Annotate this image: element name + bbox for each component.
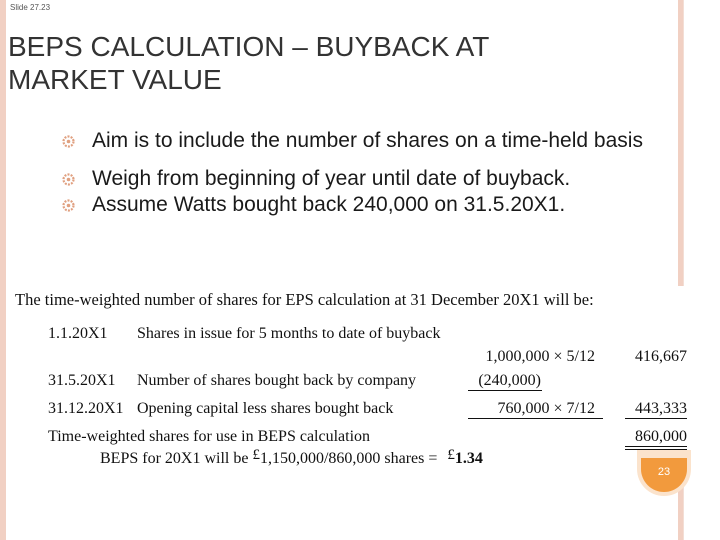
page-number-badge: 23 <box>641 458 687 492</box>
row-date: 1.1.20X1 <box>48 325 108 342</box>
total-label: Time-weighted shares for use in BEPS calculation <box>48 428 371 445</box>
row-amount: 443,333 <box>635 400 687 417</box>
gear-bullet-icon <box>62 135 75 148</box>
bullet-text: Aim is to include the number of shares on a time-held basis <box>92 129 643 152</box>
gear-bullet-icon <box>62 173 75 186</box>
underline <box>625 418 687 419</box>
gear-bullet-icon <box>62 199 75 212</box>
left-border-rail <box>0 0 6 540</box>
total-value: 860,000 <box>635 428 687 445</box>
row-date: 31.5.20X1 <box>48 372 116 389</box>
row-calculation: 1,000,000 × 5/12 <box>485 348 595 365</box>
title-line-2: MARKET VALUE <box>8 64 222 95</box>
bullet-list <box>62 128 672 218</box>
underline <box>468 418 603 419</box>
currency-symbol: £ <box>252 447 260 463</box>
double-underline-top <box>625 446 687 447</box>
title-line-1: BEPS CALCULATION – BUYBACK AT <box>8 31 490 62</box>
row-calculation: (240,000) <box>478 372 541 389</box>
beps-label: BEPS for 20X1 will be <box>100 450 249 467</box>
currency-symbol: £ <box>447 447 455 463</box>
beps-result: 1.34 <box>454 450 483 467</box>
row-date: 31.12.20X1 <box>48 400 124 417</box>
row-description: Number of shares bought back by company <box>137 372 417 389</box>
bullet-item <box>62 192 672 218</box>
calculation-table <box>15 286 687 474</box>
beps-line <box>100 447 483 468</box>
row-description: Shares in issue for 5 months to date of buyback <box>137 325 441 342</box>
bullet-item <box>62 128 672 154</box>
row-amount: 416,667 <box>635 348 687 365</box>
bullet-text: Weigh from beginning of year until date of buyback. <box>92 167 571 190</box>
row-calculation: 760,000 × 7/12 <box>497 400 595 417</box>
bullet-item <box>62 166 672 192</box>
row-description: Opening capital less shares bought back <box>137 400 394 417</box>
bullet-text: Assume Watts bought back 240,000 on 31.5.20X1. <box>92 193 566 216</box>
underline <box>468 390 542 391</box>
beps-formula: 1,150,000/860,000 shares = <box>259 450 438 467</box>
slide-number-label: Slide 27.23 <box>10 3 51 12</box>
slide-title <box>8 30 628 96</box>
calculation-intro: The time-weighted number of shares for EPS calculation at 31 December 20X1 will be: <box>15 290 594 309</box>
